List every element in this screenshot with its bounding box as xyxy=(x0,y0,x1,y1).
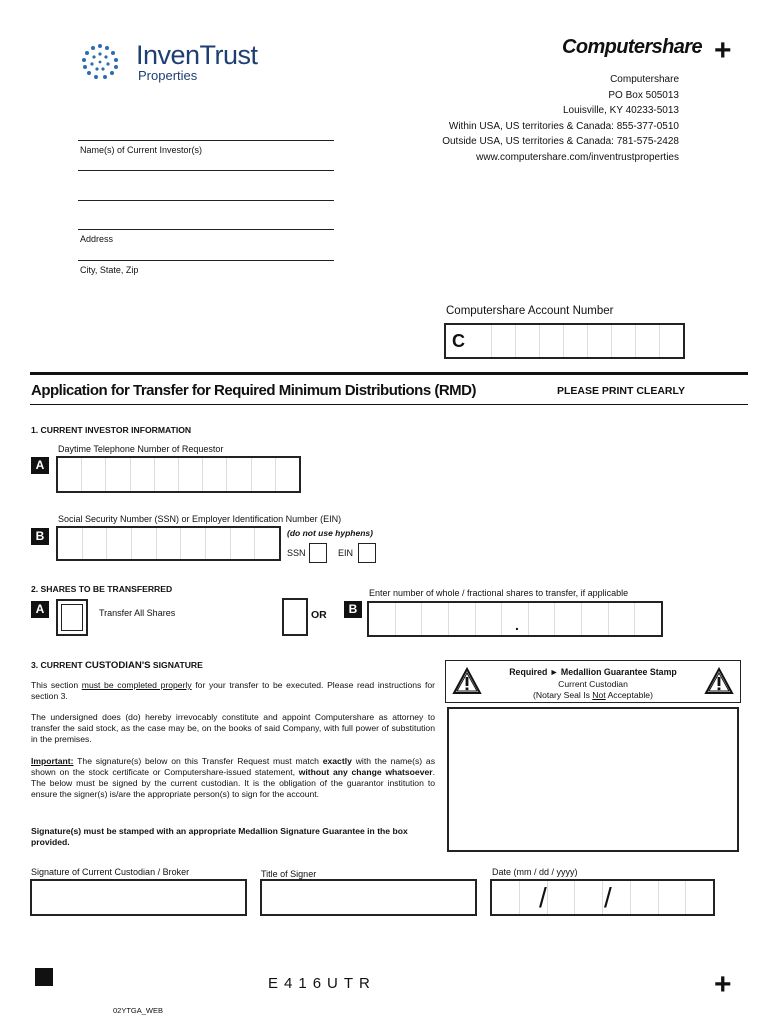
form-code: E416UTR xyxy=(268,975,376,992)
ssn-ein-field[interactable] xyxy=(56,526,281,561)
account-number-field[interactable] xyxy=(444,323,685,359)
registration-plus-top: + xyxy=(714,34,732,67)
section3-heading-suffix: SIGNATURE xyxy=(150,660,203,670)
ein-checkbox[interactable] xyxy=(358,543,376,563)
section3-heading-prefix: 3. CURRENT xyxy=(31,660,85,670)
city-line[interactable] xyxy=(78,260,334,261)
address-line: www.computershare.com/inventrustproperties xyxy=(476,151,679,163)
shares-field[interactable] xyxy=(367,601,663,637)
print-clearly-note: PLEASE PRINT CLEARLY xyxy=(557,385,685,397)
inventrust-name: InvenTrust xyxy=(136,40,258,70)
phone-label: Daytime Telephone Number of Requestor xyxy=(58,444,224,454)
section3-para2: The undersigned does (do) hereby irrevocably constitute and appoint Computershare as attorney to transfer the said stock, as the case may be, on the books of said Company, with full power of substitution in the premises. xyxy=(31,712,435,744)
medallion-line3: (Notary Seal Is Not Acceptable) xyxy=(533,690,653,700)
section2-a-tag: A xyxy=(31,601,49,618)
footer-square-mark xyxy=(35,968,53,986)
section3-para1: This section must be completed properly for your transfer to be executed. Please read instructions for section 3. xyxy=(31,680,435,701)
date-field[interactable] xyxy=(490,879,715,916)
inventrust-sub: Properties xyxy=(138,68,198,83)
form-title: Application for Transfer for Required Minimum Distributions (RMD) xyxy=(31,382,477,399)
date-slash-1: / xyxy=(539,882,547,913)
signature-field[interactable] xyxy=(30,879,247,916)
names-line-2[interactable] xyxy=(78,170,334,171)
section3-para3: Important: The signature(s) below on this Transfer Request must match exactly with the name(s) as shown on the stock certificate or Computershare-issued statement, without any change whatsoever. The below must be signed by the current custodian. It is the obligation of the guarantor institution to ensure the signer(s) is/are the appropriate person(s) to sign for the account. xyxy=(31,756,436,799)
medallion-line2: Current Custodian xyxy=(558,679,628,689)
section1-a-tag: A xyxy=(31,457,49,474)
title-rule-top xyxy=(30,372,748,375)
section3-heading-bold: CUSTODIAN'S xyxy=(84,660,151,671)
title-of-signer-field[interactable] xyxy=(260,879,477,916)
section3-para4: Signature(s) must be stamped with an appropriate Medallion Signature Guarantee in the box provided. xyxy=(31,826,408,847)
computershare-logo: Computershare xyxy=(562,36,703,58)
ein-option-label: EIN xyxy=(338,548,354,558)
shares-label: Enter number of whole / fractional shares to transfer, if applicable xyxy=(369,588,629,598)
transfer-all-checkbox[interactable] xyxy=(56,599,88,636)
inventrust-logo xyxy=(76,40,256,86)
names-line-3[interactable] xyxy=(78,200,334,201)
city-label: City, State, Zip xyxy=(80,265,139,275)
address-line: Outside USA, US territories & Canada: 781-575-2428 xyxy=(442,136,679,147)
account-number-label: Computershare Account Number xyxy=(446,305,614,317)
ssn-option-label: SSN xyxy=(287,548,306,558)
inventrust-globe-icon xyxy=(76,40,124,86)
ssn-checkbox[interactable] xyxy=(309,543,327,563)
medallion-stamp-box[interactable] xyxy=(447,707,739,852)
names-line[interactable] xyxy=(78,140,334,141)
phone-field[interactable] xyxy=(56,456,301,493)
transfer-all-label: Transfer All Shares xyxy=(99,608,176,618)
address-line-field[interactable] xyxy=(78,229,334,230)
section1-b-tag: B xyxy=(31,528,49,545)
signature-label: Signature of Current Custodian / Broker xyxy=(31,867,190,877)
date-label: Date (mm / dd / yyyy) xyxy=(492,867,578,877)
web-code: 02YTGA_WEB xyxy=(113,1006,164,1015)
medallion-line1: Required ► Medallion Guarantee Stamp xyxy=(509,667,677,677)
registration-plus-bottom: + xyxy=(714,968,732,1001)
title-of-signer-label: Title of Signer xyxy=(261,869,317,879)
address-label: Address xyxy=(80,234,114,244)
ssn-ein-label: Social Security Number (SSN) or Employer Identification Number (EIN) xyxy=(58,514,342,524)
address-line: PO Box 505013 xyxy=(608,89,679,101)
section3-heading xyxy=(31,660,203,671)
names-label: Name(s) of Current Investor(s) xyxy=(80,145,203,155)
or-divider-box xyxy=(282,598,308,636)
hyphen-note: (do not use hyphens) xyxy=(287,528,373,538)
section1-heading: 1. CURRENT INVESTOR INFORMATION xyxy=(31,425,192,435)
medallion-header xyxy=(445,660,741,703)
section2-b-tag: B xyxy=(344,601,362,618)
address-line: Within USA, US territories & Canada: 855-377-0510 xyxy=(448,120,679,132)
or-label: OR xyxy=(311,609,327,621)
computershare-address xyxy=(442,72,679,165)
address-line: Louisville, KY 40233-5013 xyxy=(562,105,679,116)
account-prefix: C xyxy=(452,331,465,351)
date-slash-2: / xyxy=(604,882,612,913)
title-rule-bottom xyxy=(30,404,748,405)
decimal-point: . xyxy=(515,617,519,633)
address-line: Computershare xyxy=(610,74,679,85)
section2-heading: 2. SHARES TO BE TRANSFERRED xyxy=(31,584,173,594)
